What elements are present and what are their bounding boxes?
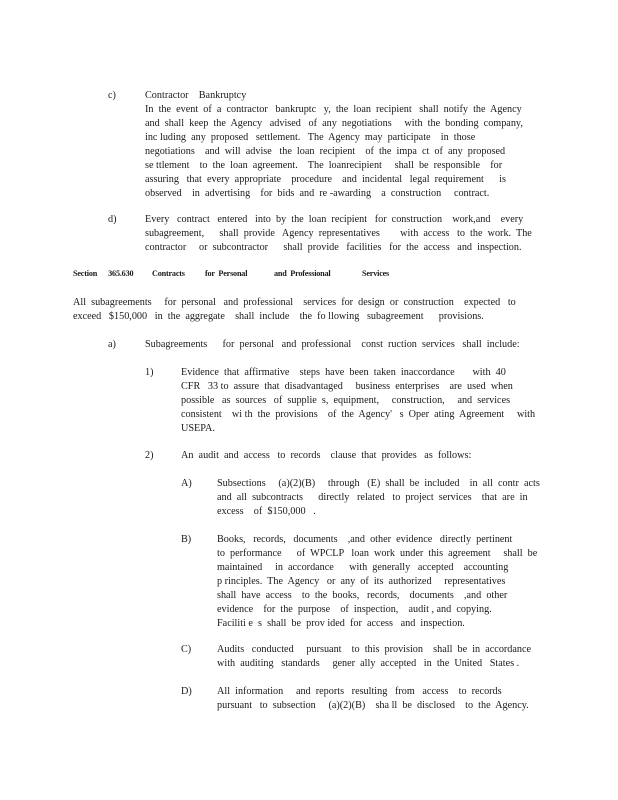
item-B-line: p rinciples. The Agency or any of its authorized representatives: [217, 576, 506, 587]
item-c-label: c): [108, 90, 116, 101]
item-1-line: Evidence that affirmative steps have been taken inaccordance with 40: [181, 367, 506, 378]
item-A-line: and all subcontracts directly related to project services that are in: [217, 492, 528, 503]
item-B-label: B): [181, 534, 192, 545]
item-A: [217, 477, 540, 519]
item-2: [181, 449, 537, 463]
item-c-line: se ttlement to the loan agreement. The loanrecipient shall be responsible for: [145, 160, 503, 171]
section-word-services: Services: [362, 269, 390, 278]
item-c-line: and shall keep the Agency advised of any negotiations with the bonding company,: [145, 118, 523, 129]
item-c-line: observed in advertising for bids and re -awarding a construction contract.: [145, 188, 490, 199]
section-word-personal: for Personal: [205, 269, 248, 278]
item-d-line: Every contract entered into by the loan recipient for construction work,and every: [145, 214, 524, 225]
section-number: Section 365.630: [73, 269, 134, 278]
item-1-line: CFR 33 to assure that disadvantaged business enterprises are used when: [181, 381, 513, 392]
item-D-line: pursuant to subsection (a)(2)(B) sha ll be disclosed to the Agency.: [217, 700, 529, 711]
item-1: [181, 366, 537, 436]
item-B-line: shall have access to the books, records, documents ,and other: [217, 590, 508, 601]
item-c-line: inc luding any proposed settlement. The Agency may participate in those: [145, 132, 476, 143]
item-D-label: D): [181, 686, 192, 697]
item-A-line: excess of $150,000 .: [217, 506, 316, 517]
item-c: [145, 89, 535, 201]
item-d-line: contractor or subcontractor shall provide facilities for the access and inspection.: [145, 242, 522, 253]
intro-paragraph: [73, 296, 539, 324]
item-A-line: Subsections (a)(2)(B) through (E) shall be included in all contr acts: [217, 478, 540, 489]
section-heading: [73, 269, 389, 278]
item-A-label: A): [181, 478, 192, 489]
item-c-line: negotiations and will advise the loan recipient of the impa ct of any proposed: [145, 146, 506, 157]
item-d-label: d): [108, 214, 117, 225]
item-B-line: maintained in accordance with generally accepted accounting: [217, 562, 509, 573]
item-2-text: An audit and access to records clause that provides as follows:: [181, 450, 472, 461]
item-B-line: Faciliti e s shall be prov ided for access and inspection.: [217, 618, 465, 629]
item-1-label: 1): [145, 367, 154, 378]
item-B: [217, 533, 543, 631]
intro-line: All subagreements for personal and professional services for design or construction expected to: [73, 297, 516, 308]
item-C-label: C): [181, 644, 192, 655]
item-a-label: a): [108, 339, 116, 350]
item-C: [217, 643, 543, 671]
item-c-line: In the event of a contractor bankruptc y, the loan recipient shall notify the Agency: [145, 104, 522, 115]
item-D-line: All information and reports resulting from access to records: [217, 686, 502, 697]
item-c-title: Contractor Bankruptcy: [145, 90, 247, 101]
item-d-line: subagreement, shall provide Agency representatives with access to the work. The: [145, 228, 532, 239]
intro-line: exceed $150,000 in the aggregate shall include the fo llowing subagreement provisions.: [73, 311, 484, 322]
item-B-line: evidence for the purpose of inspection, audit , and copying.: [217, 604, 492, 615]
item-d: [145, 213, 537, 255]
item-B-line: to performance of WPCLP loan work under this agreement shall be: [217, 548, 538, 559]
item-C-line: Audits conducted pursuant to this provision shall be in accordance: [217, 644, 532, 655]
item-1-line: consistent wi th the provisions of the Agency' s Oper ating Agreement with: [181, 409, 536, 420]
item-1-line: USEPA.: [181, 423, 215, 434]
item-c-line: assuring that every appropriate procedure and incidental legal requirement is: [145, 174, 506, 185]
item-2-label: 2): [145, 450, 154, 461]
item-a-text: Subagreements for personal and professional const ruction services shall include:: [145, 339, 520, 350]
item-D: [217, 685, 543, 713]
section-word-contracts: Contracts: [152, 269, 185, 278]
item-C-line: with auditing standards gener ally accepted in the United States .: [217, 658, 520, 669]
item-a: [145, 338, 535, 352]
item-1-line: possible as sources of supplie s, equipment, construction, and services: [181, 395, 511, 406]
section-word-professional: and Professional: [274, 269, 331, 278]
item-B-line: Books, records, documents ,and other evidence directly pertinent: [217, 534, 513, 545]
